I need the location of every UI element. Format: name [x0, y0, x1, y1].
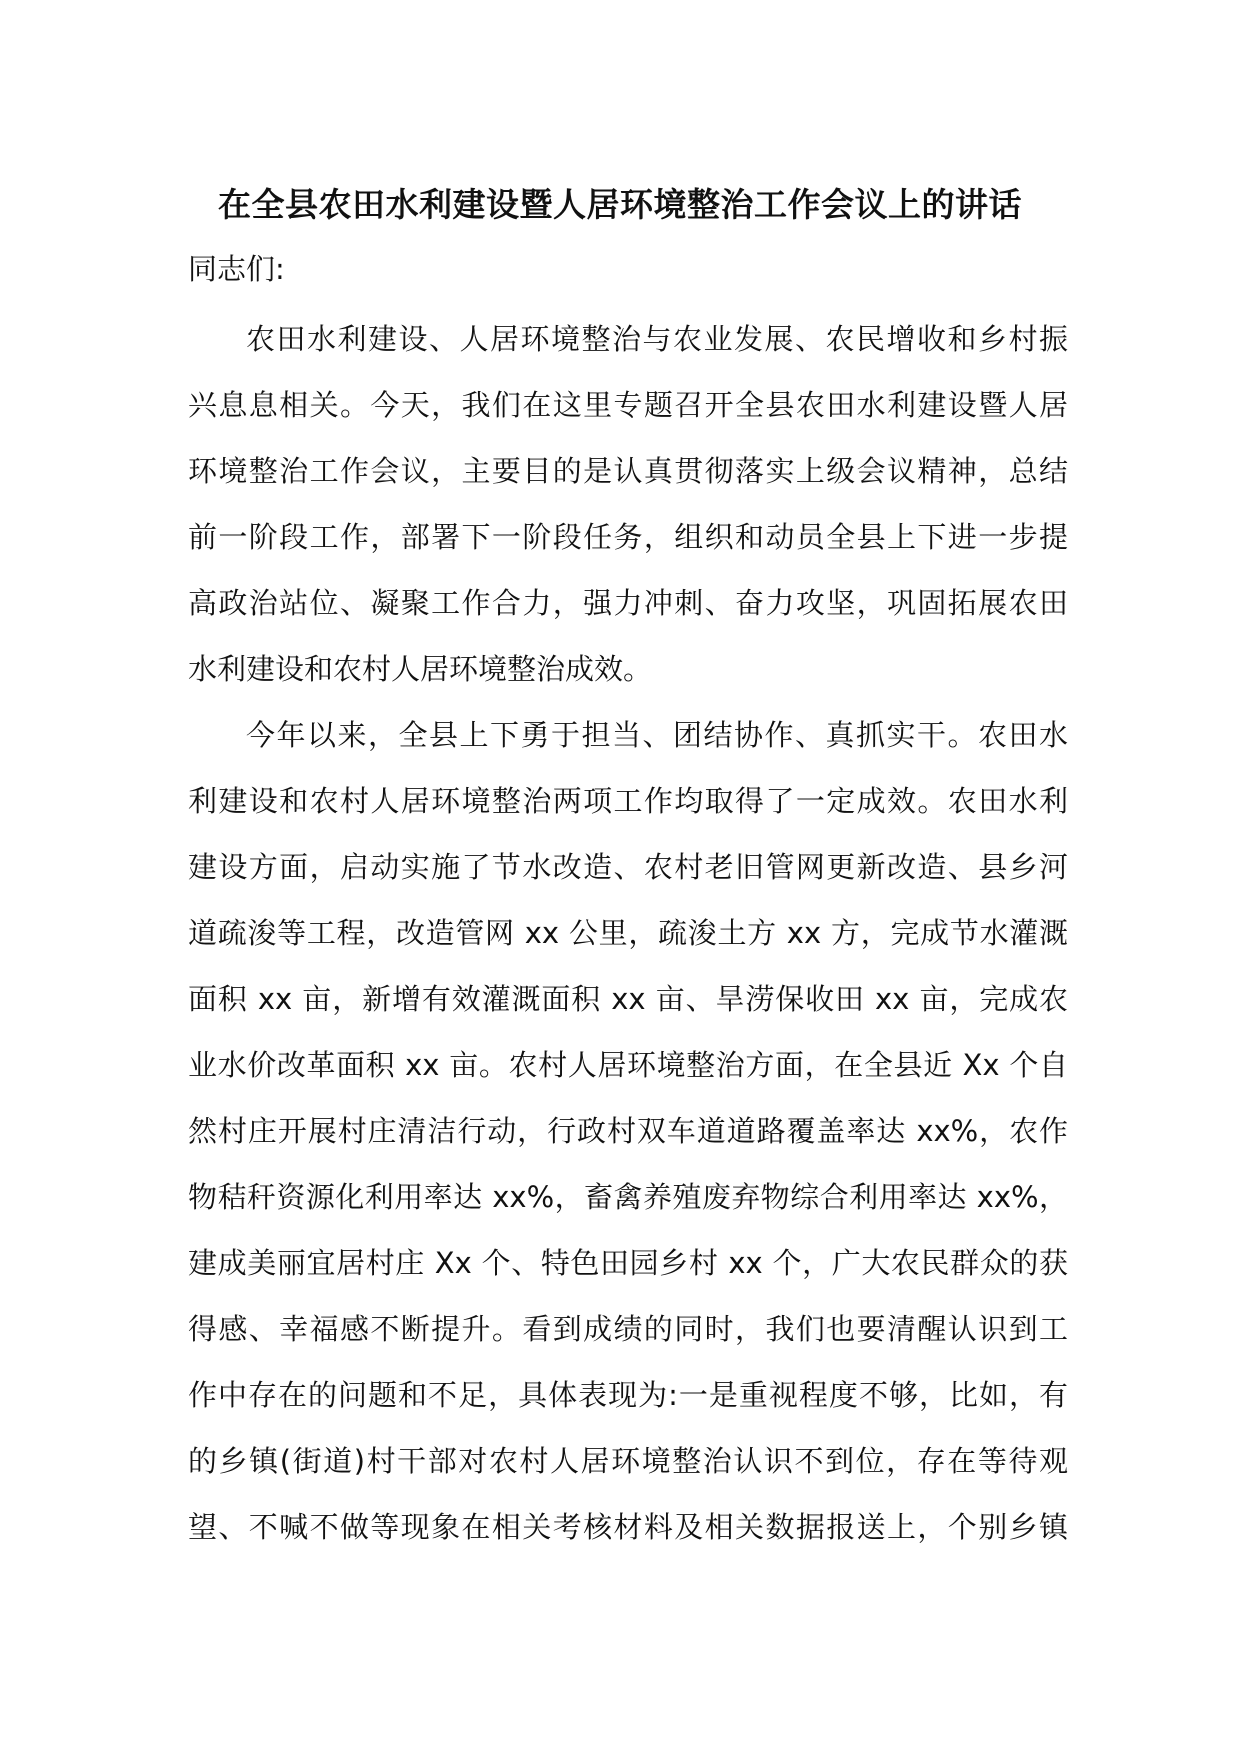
- paragraph-line: 农田水利建设、人居环境整治与农业发展、农民增收和乡村振: [246, 322, 1068, 356]
- greeting: 同志们:: [188, 252, 285, 286]
- paragraph-line: 兴息息相关。今天，我们在这里专题召开全县农田水利建设暨人居: [188, 388, 1068, 422]
- paragraph-line: 的乡镇(街道)村干部对农村人居环境整治认识不到位，存在等待观: [188, 1444, 1068, 1478]
- paragraph-line: 利建设和农村人居环境整治两项工作均取得了一定成效。农田水利: [188, 784, 1068, 818]
- paragraph-line: 得感、幸福感不断提升。看到成绩的同时，我们也要清醒认识到工: [188, 1312, 1068, 1346]
- paragraph-line: 道疏浚等工程，改造管网 xx 公里，疏浚土方 xx 方，完成节水灌溉: [188, 916, 1068, 950]
- paragraph-line: 望、不喊不做等现象在相关考核材料及相关数据报送上，个别乡镇: [188, 1510, 1068, 1544]
- paragraph-2: [188, 702, 1068, 1560]
- paragraph-line: 高政治站位、凝聚工作合力，强力冲刺、奋力攻坚，巩固拓展农田: [188, 586, 1068, 620]
- document-title: 在全县农田水利建设暨人居环境整治工作会议上的讲话: [218, 185, 1022, 224]
- paragraph-line: 面积 xx 亩，新增有效灌溉面积 xx 亩、旱涝保收田 xx 亩，完成农: [188, 982, 1068, 1016]
- paragraph-line: 环境整治工作会议，主要目的是认真贯彻落实上级会议精神，总结: [188, 454, 1068, 488]
- paragraph-line: 然村庄开展村庄清洁行动，行政村双车道道路覆盖率达 xx%，农作: [188, 1114, 1068, 1148]
- paragraph-line: 建成美丽宜居村庄 Xx 个、特色田园乡村 xx 个，广大农民群众的获: [188, 1246, 1068, 1280]
- paragraph-line: 作中存在的问题和不足，具体表现为:一是重视程度不够，比如，有: [188, 1378, 1068, 1412]
- paragraph-line: 前一阶段工作，部署下一阶段任务，组织和动员全县上下进一步提: [188, 520, 1068, 554]
- paragraph-line: 建设方面，启动实施了节水改造、农村老旧管网更新改造、县乡河: [188, 850, 1068, 884]
- paragraph-line: 业水价改革面积 xx 亩。农村人居环境整治方面，在全县近 Xx 个自: [188, 1048, 1068, 1082]
- paragraph-line: 水利建设和农村人居环境整治成效。: [188, 652, 653, 686]
- paragraph-1: [188, 306, 1068, 702]
- paragraph-line: 物秸秆资源化利用率达 xx%，畜禽养殖废弃物综合利用率达 xx%，: [188, 1180, 1068, 1214]
- paragraph-line: 今年以来，全县上下勇于担当、团结协作、真抓实干。农田水: [246, 718, 1068, 752]
